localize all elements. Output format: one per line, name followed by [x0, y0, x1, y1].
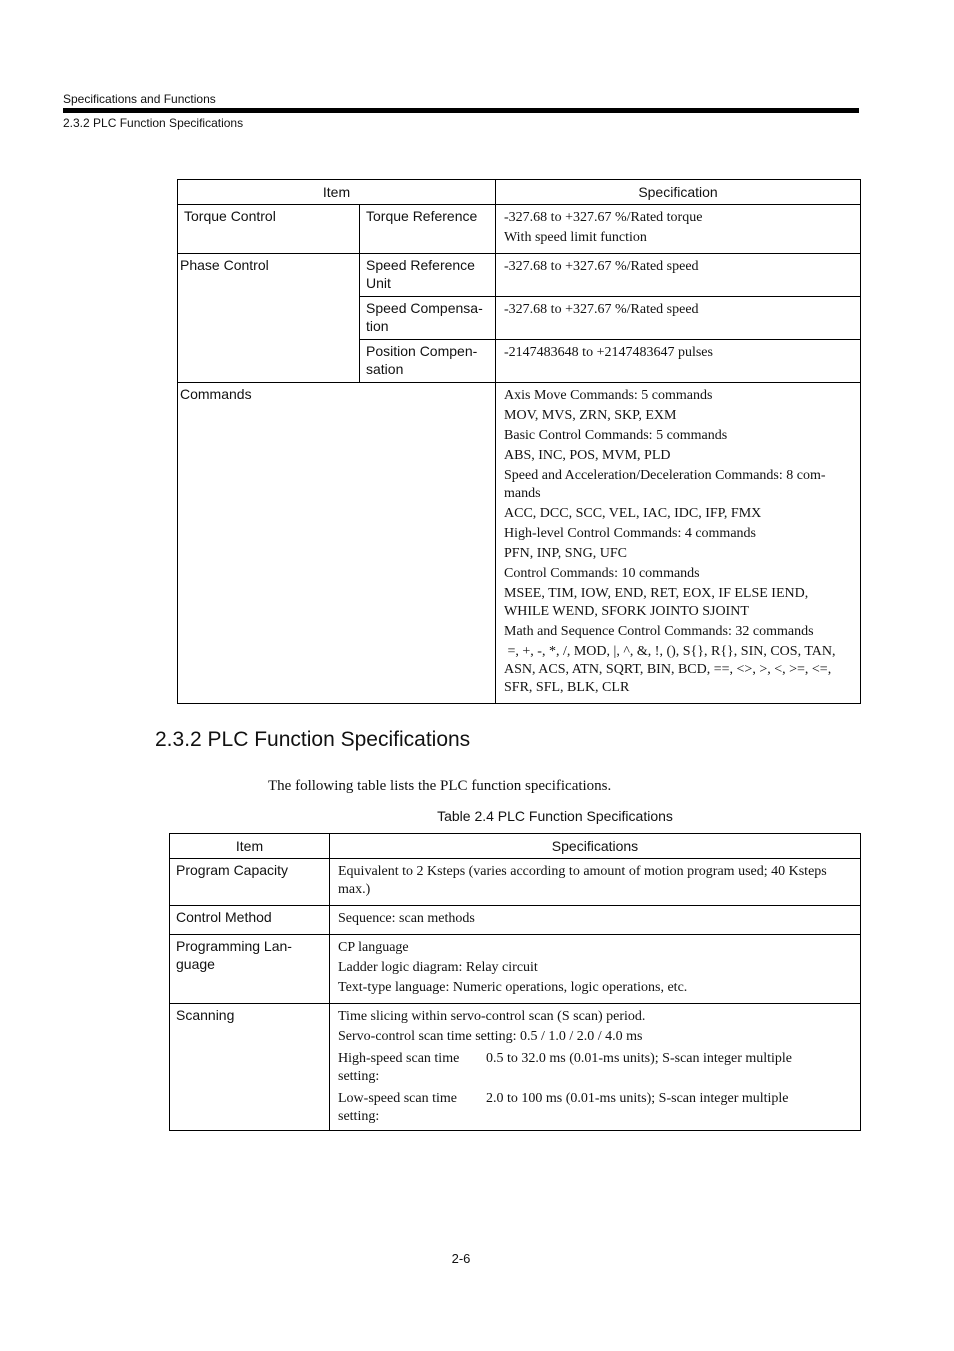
spec-line: ABS, INC, POS, MVM, PLD	[504, 448, 671, 463]
table-header-row	[170, 834, 861, 859]
spec-line: Equivalent to 2 Ksteps (varies according to amount of motion program used; 40 Ksteps max.)	[338, 864, 827, 897]
high-speed-scan-label: High-speed scan time setting:	[338, 1051, 460, 1084]
spec-line: ACC, DCC, SCC, VEL, IAC, IDC, IFP, FMX	[504, 506, 762, 521]
spec-line: Ladder logic diagram: Relay circuit	[338, 960, 538, 975]
header-rule	[63, 108, 859, 113]
item-scanning: Scanning	[170, 1004, 330, 1131]
spec-line: Control Commands: 10 commands	[504, 566, 700, 581]
table-row	[170, 1004, 861, 1131]
table-row	[178, 383, 861, 704]
spec-line: Text-type language: Numeric operations, logic operations, etc.	[338, 980, 688, 995]
table-row	[170, 906, 861, 935]
section-title: 2.3.2 PLC Function Specifications	[155, 728, 471, 751]
item-control-method: Control Method	[170, 906, 330, 935]
item-program-capacity: Program Capacity	[170, 859, 330, 906]
spec-program-capacity	[330, 859, 861, 906]
spec-line: High-level Control Commands: 4 commands	[504, 526, 756, 541]
spec-programming-language	[330, 935, 861, 1004]
high-speed-scan-value: 0.5 to 32.0 ms (0.01-ms units); S-scan integer multiple	[486, 1051, 793, 1066]
table-header-row	[178, 180, 861, 205]
low-speed-scan-value: 2.0 to 100 ms (0.01-ms units); S-scan integer multiple	[486, 1091, 789, 1106]
intro-paragraph: The following table lists the PLC function specifications.	[268, 778, 612, 794]
motion-spec-table-continued	[177, 179, 861, 704]
spec-line: With speed limit function	[504, 230, 647, 245]
header-item: Item	[178, 180, 496, 205]
item-speed-compensation: Speed Compensa-tion	[360, 297, 496, 340]
spec-speed-reference-unit	[496, 254, 861, 297]
item-commands: Commands	[178, 383, 496, 704]
spec-line: -327.68 to +327.67 %/Rated speed	[504, 259, 699, 274]
table-caption	[0, 808, 954, 824]
group-torque-control: Torque Control	[178, 205, 360, 254]
spec-speed-compensation	[496, 297, 861, 340]
table-row	[178, 254, 861, 297]
spec-line: Basic Control Commands: 5 commands	[504, 428, 728, 443]
spec-line: PFN, INP, SNG, UFC	[504, 546, 627, 561]
header-specifications: Specifications	[330, 834, 861, 859]
table-row	[170, 935, 861, 1004]
header-specification: Specification	[496, 180, 861, 205]
table-row	[178, 205, 861, 254]
spec-line: MSEE, TIM, IOW, END, RET, EOX, IF ELSE IEND, WHILE WEND, SFORK JOINTO SJOINT	[504, 586, 809, 619]
header-item: Item	[170, 834, 330, 859]
spec-line: -327.68 to +327.67 %/Rated torque	[504, 210, 703, 225]
group-phase-control: Phase Control	[178, 254, 360, 383]
high-speed-scan-row	[338, 1050, 852, 1086]
page-number-text: 2-6	[451, 1251, 471, 1266]
spec-line: Math and Sequence Control Commands: 32 commands	[504, 624, 814, 639]
running-header-chapter: Specifications and Functions	[63, 92, 216, 106]
spec-commands	[496, 383, 861, 704]
spec-line: Axis Move Commands: 5 commands	[504, 388, 713, 403]
page-number	[0, 1251, 954, 1266]
plc-spec-table	[169, 833, 861, 1131]
spec-line: CP language	[338, 940, 409, 955]
item-programming-language: Programming Lan-guage	[170, 935, 330, 1004]
item-torque-reference: Torque Reference	[360, 205, 496, 254]
spec-line: Servo-control scan time setting: 0.5 / 1.0 / 2.0 / 4.0 ms	[338, 1029, 643, 1044]
spec-control-method	[330, 906, 861, 935]
table-row	[170, 859, 861, 906]
spec-position-compensation	[496, 340, 861, 383]
spec-scanning	[330, 1004, 861, 1131]
low-speed-scan-row	[338, 1090, 852, 1126]
running-header-section: 2.3.2 PLC Function Specifications	[63, 116, 244, 130]
item-position-compensation: Position Compen-sation	[360, 340, 496, 383]
table-caption-text: Table 2.4 PLC Function Specifications	[437, 808, 673, 824]
spec-line: =, +, -, *, /, MOD, |, ^, &, !, (), S{}, R{}, SIN, COS, TAN, ASN, ACS, ATN, SQRT, BIN, BCD, ==, <>, >, <, >=, <=, SFR, SFL, BLK, CLR	[504, 644, 839, 695]
item-speed-reference-unit: Speed Reference Unit	[360, 254, 496, 297]
spec-line: MOV, MVS, ZRN, SKP, EXM	[504, 408, 677, 423]
spec-line: -327.68 to +327.67 %/Rated speed	[504, 302, 699, 317]
spec-line: -2147483648 to +2147483647 pulses	[504, 345, 713, 360]
spec-torque-reference	[496, 205, 861, 254]
spec-line: Speed and Acceleration/Deceleration Commands: 8 com-mands	[504, 468, 826, 501]
low-speed-scan-label: Low-speed scan time setting:	[338, 1091, 457, 1124]
spec-line: Sequence: scan methods	[338, 911, 475, 926]
spec-line: Time slicing within servo-control scan (S scan) period.	[338, 1009, 646, 1024]
